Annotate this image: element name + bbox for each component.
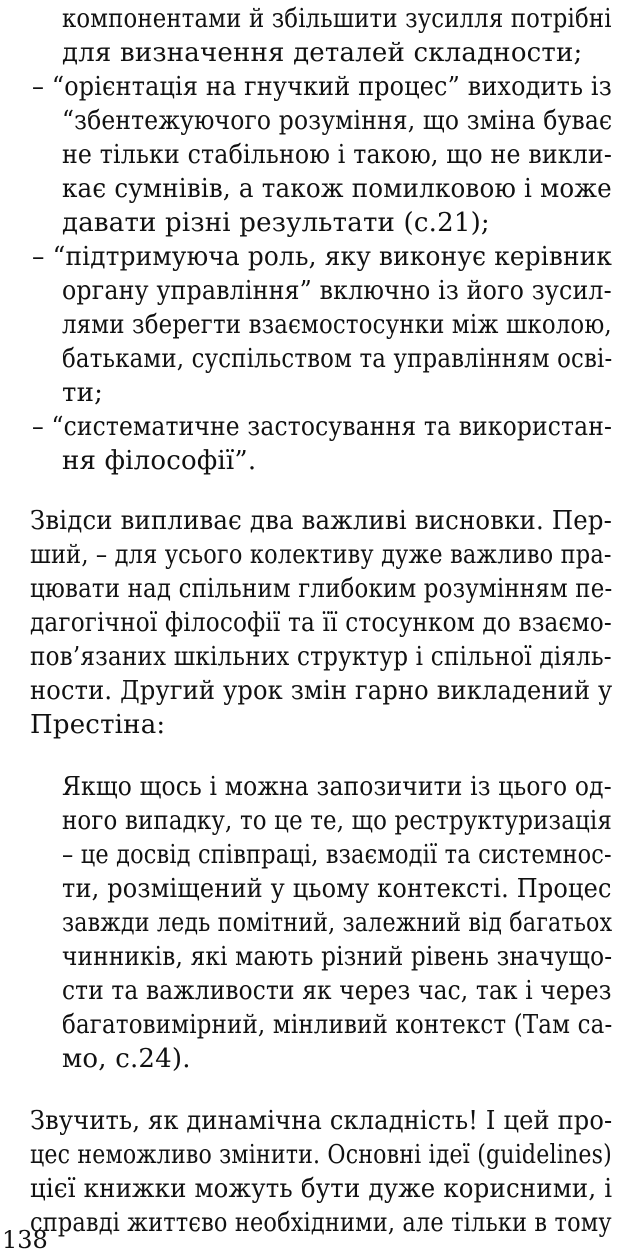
list-item-supporting-role: – “підтримуюча роль, яку виконує керівник [32,242,613,272]
paragraph-line: цес неможливо змінити. Основні ідеї (guidelines) [30,1140,612,1170]
quote-line: чинників, які мають різний рівень значущо- [62,942,613,972]
paragraph-line: Звучить, як динамічна складність! І цей про- [30,1106,613,1136]
list-item-systematic-application: – “систематичне застосування та використан- [32,412,613,442]
list-line: лями зберегти взаємостосунки між школою, [62,310,612,340]
paragraph-line: цієї книжки можуть бути дуже корисними, і [30,1174,613,1204]
paragraph-line: Престіна: [30,710,166,740]
list-line: ти; [62,378,104,408]
list-line: для визначення деталей складности; [62,38,583,68]
quote-line: ного випадку, то це те, що реструктуризація [62,806,613,836]
paragraph-line: справді життєво необхідними, але тільки в тому [30,1208,612,1238]
list-line: давати різні результати (с.21); [62,208,490,238]
list-line: батьками, суспільством та управлінням осві- [62,344,613,374]
paragraph-line: цювати над спільним глибоким розумінням пе- [30,574,613,604]
quote-line: сти та важливости як через час, так і через [62,976,612,1006]
quote-line: ти, розміщений у цьому контексті. Процес [62,874,612,904]
list-item-flexible-process: – “орієнтація на гнучкий процес” виходить із [32,72,612,102]
paragraph-line: дагогічної філософії та її стосунком до взаємо- [30,608,612,638]
paragraph-line: ший, – для усього колективу дуже важливо пра- [30,540,612,570]
quote-line: багатовимірний, мінливий контекст (Там са- [62,1010,613,1040]
list-line: “збентежуючого розуміння, що зміна буває [62,106,613,136]
paragraph-line: пов’язаних шкільних структур і спільної діяль- [30,642,612,672]
paragraph-line: ности. Другий урок змін гарно викладений у [30,676,613,706]
paragraph-line: Звідси випливає два важливі висновки. Пер- [30,506,613,536]
list-line: органу управління” включно із його зусил- [62,276,612,306]
list-line: компонентами й збільшити зусилля потрібні [62,4,612,34]
list-line: ня філософії”. [62,446,257,476]
quote-line: – це досвід співпраці, взаємодії та системнос- [62,840,612,870]
page-number: 138 [2,1226,48,1254]
list-line: не тільки стабільною і такою, що не викли- [62,140,613,170]
list-line: кає сумнівів, а також помилковою і може [62,174,612,204]
quote-line: мо, с.24). [62,1044,191,1074]
quote-line: Якщо щось і можна запозичити із цього од- [62,772,612,802]
quote-line: завжди ледь помітний, залежний від багатьох [62,908,613,938]
